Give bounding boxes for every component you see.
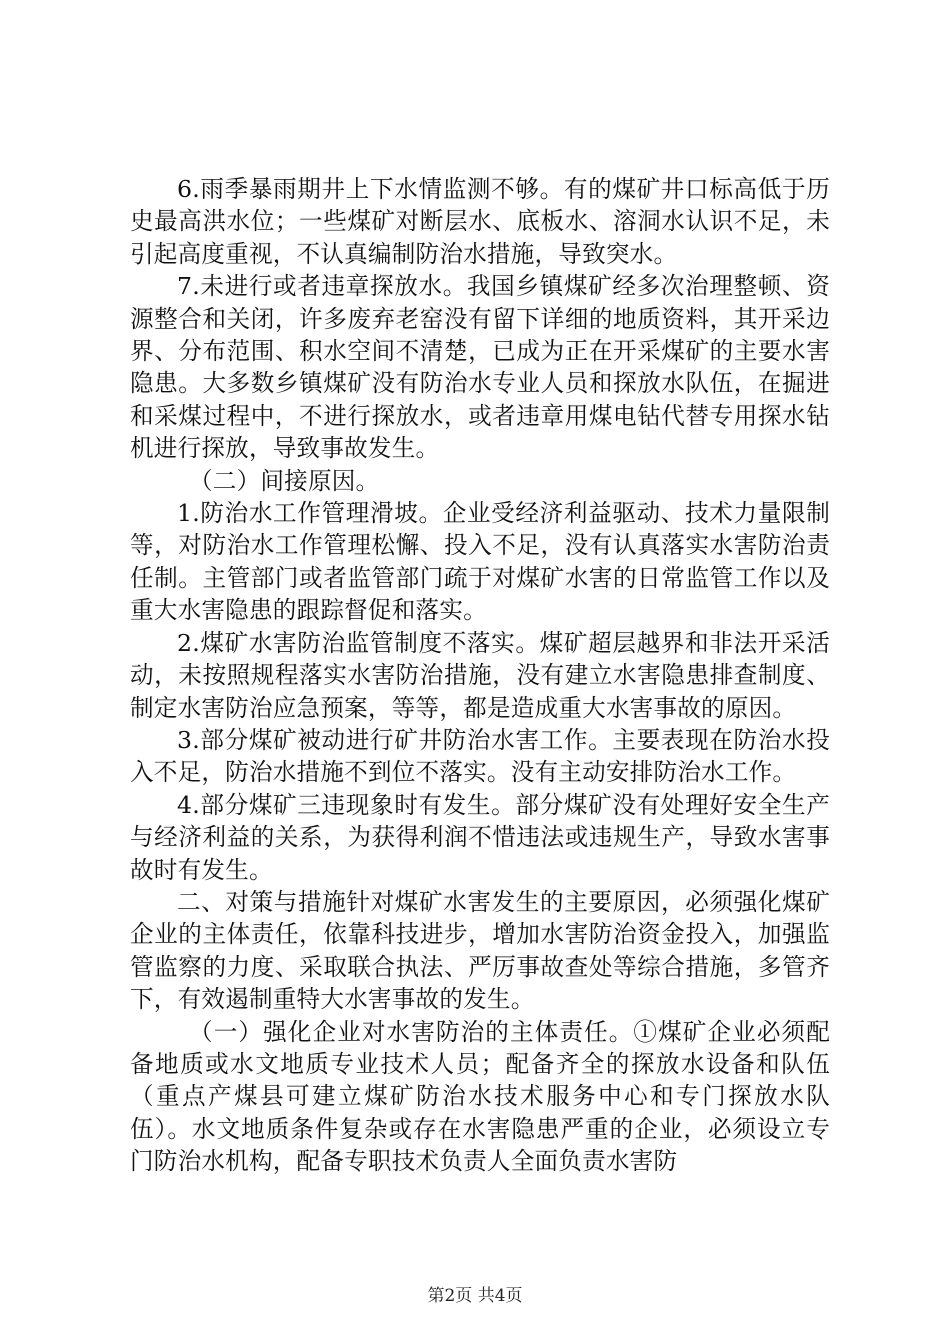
section-heading-countermeasures: 二、对策与措施针对煤矿水害发生的主要原因，必须强化煤矿企业的主体责任，依靠科技进步，增加水害防治资金投入，加强监管监察的力度、采取联合执法、严厉事故查处等综合措施，多管齐下，有效遏制重特大水害事故的发生。 bbox=[130, 887, 830, 1014]
paragraph-indirect-3: 3.部分煤矿被动进行矿井防治水害工作。主要表现在防治水投入不足，防治水措施不到位不落实。没有主动安排防治水工作。 bbox=[130, 725, 830, 787]
paragraph-item-6: 6.雨季暴雨期井上下水情监测不够。有的煤矿井口标高低于历史最高洪水位；一些煤矿对断层水、底板水、溶洞水认识不足，未引起高度重视，不认真编制防治水措施，导致突水。 bbox=[130, 175, 830, 268]
section-heading-indirect-causes: （二）间接原因。 bbox=[189, 466, 380, 495]
paragraph-indirect-2: 2.煤矿水害防治监管制度不落实。煤矿超层越界和非法开采活动，未按照规程落实水害防治措施，没有建立水害隐患排查制度、制定水害防治应急预案，等等，都是造成重大水害事故的原因。 bbox=[130, 628, 830, 722]
paragraph-indirect-1: 1.防治水工作管理滑坡。企业受经济利益驱动、技术力量限制等，对防治水工作管理松懈、投入不足，没有认真落实水害防治责任制。主管部门或者监管部门疏于对煤矿水害的日常监管工作以及重大水害隐患的跟踪督促和落实。 bbox=[130, 499, 830, 625]
document-body bbox=[130, 173, 830, 1178]
paragraph-item-7: 7.未进行或者违章探放水。我国乡镇煤矿经多次治理整顿、资源整合和关闭，许多废弃老窑没有留下详细的地质资料，其开采边界、分布范围、积水空间不清楚，已成为正在开采煤矿的主要水害隐患。大多数乡镇煤矿没有防治水专业人员和探放水队伍，在掘进和采煤过程中，不进行探放水，或者违章用煤电钻代替专用探水钻机进行探放，导致事故发生。 bbox=[130, 272, 830, 463]
paragraph-indirect-4: 4.部分煤矿三违现象时有发生。部分煤矿没有处理好安全生产与经济利益的关系，为获得利润不惜违法或违规生产，导致水害事故时有发生。 bbox=[130, 790, 830, 884]
page-number-footer: 第2页 共4页 bbox=[427, 1286, 523, 1306]
paragraph-countermeasure-1: （一）强化企业对水害防治的主体责任。①煤矿企业必须配备地质或水文地质专业技术人员；配备齐全的探放水设备和队伍（重点产煤县可建立煤矿防治水技术服务中心和专门探放水队伍）。水文地质条件复杂或存在水害隐患严重的企业，必须设立专门防治水机构，配备专职技术负责人全面负责水害防 bbox=[130, 1017, 830, 1176]
